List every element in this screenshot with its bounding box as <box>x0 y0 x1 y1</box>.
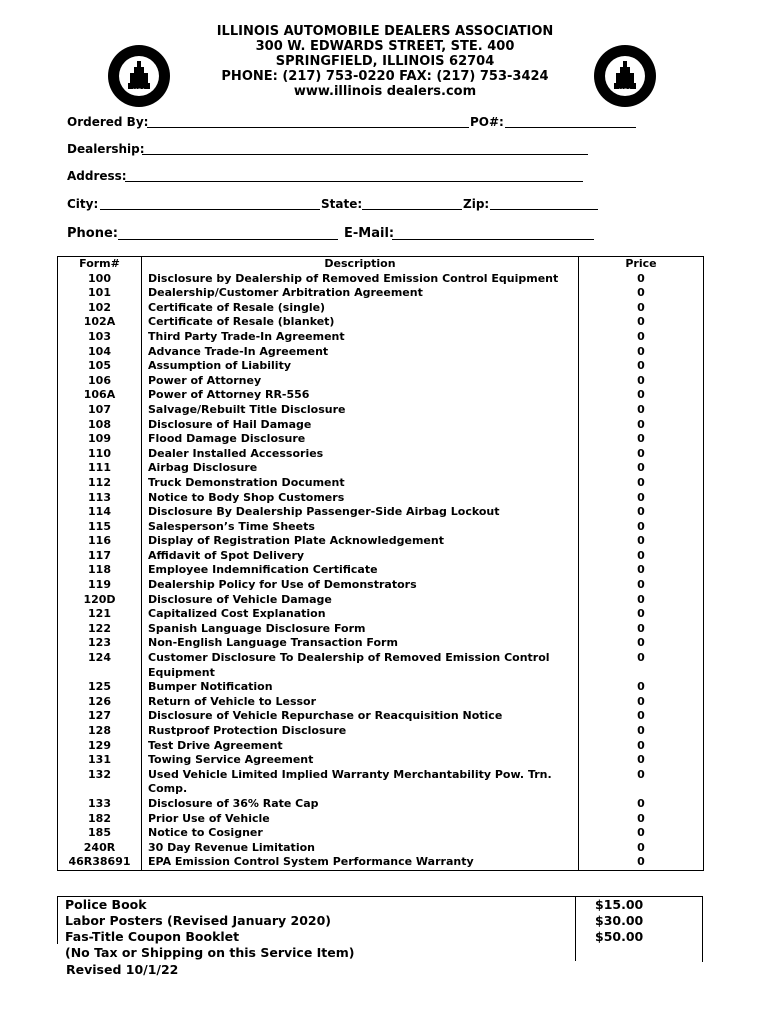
extra-description: Labor Posters (Revised January 2020) <box>65 913 332 928</box>
cell-description: Spanish Language Disclosure Form <box>142 622 579 637</box>
cell-description: Employee Indemnification Certificate <box>142 563 579 578</box>
table-row <box>58 534 704 549</box>
extra-row <box>57 913 703 929</box>
cell-description: Assumption of Liability <box>142 359 579 374</box>
cell-description: Truck Demonstration Document <box>142 476 579 491</box>
table-row <box>58 418 704 433</box>
cell-description: Prior Use of Vehicle <box>142 812 579 827</box>
cell-description: Bumper Notification <box>142 680 579 695</box>
cell-price: 0 <box>579 505 704 520</box>
cell-description: Capitalized Cost Explanation <box>142 607 579 622</box>
cell-description: Flood Damage Disclosure <box>142 432 579 447</box>
extra-price <box>575 945 703 961</box>
cell-form: 117 <box>58 549 142 564</box>
org-city: SPRINGFIELD, ILLINOIS 62704 <box>275 54 495 69</box>
cell-description: Return of Vehicle to Lessor <box>142 695 579 710</box>
cell-price: 0 <box>579 315 704 330</box>
table-row <box>58 768 704 797</box>
extra-price: $30.00 <box>595 913 644 928</box>
table-row <box>58 520 704 535</box>
cell-form: 182 <box>58 812 142 827</box>
cell-description: EPA Emission Control System Performance Warranty <box>142 855 579 870</box>
table-row <box>58 286 704 301</box>
cell-form: 104 <box>58 345 142 360</box>
cell-price: 0 <box>579 812 704 827</box>
revised-date: Revised 10/1/22 <box>66 962 179 977</box>
cell-price: 0 <box>579 286 704 301</box>
table-row <box>58 797 704 812</box>
table-row <box>58 739 704 754</box>
table-row <box>58 447 704 462</box>
cell-price: 0 <box>579 607 704 622</box>
cell-price: 0 <box>579 549 704 564</box>
cell-form: 111 <box>58 461 142 476</box>
cell-description: Notice to Cosigner <box>142 826 579 841</box>
table-row <box>58 432 704 447</box>
cell-description: Third Party Trade-In Agreement <box>142 330 579 345</box>
extras-table <box>57 897 703 961</box>
email-field[interactable] <box>392 239 594 240</box>
cell-description: Towing Service Agreement <box>142 753 579 768</box>
cell-description: Display of Registration Plate Acknowledgement <box>142 534 579 549</box>
city-label: City: <box>67 197 99 211</box>
po-label: PO#: <box>470 115 504 129</box>
table-row <box>58 651 704 680</box>
table-row <box>58 476 704 491</box>
cell-description: Certificate of Resale (single) <box>142 301 579 316</box>
cell-description: 30 Day Revenue Limitation <box>142 841 579 856</box>
cell-description: Test Drive Agreement <box>142 739 579 754</box>
cell-description: Disclosure of 36% Rate Cap <box>142 797 579 812</box>
table-row <box>58 345 704 360</box>
state-label: State: <box>321 197 363 211</box>
cell-price: 0 <box>579 841 704 856</box>
cell-description: Advance Trade-In Agreement <box>142 345 579 360</box>
table-row <box>58 461 704 476</box>
table-header-row <box>58 257 704 272</box>
cell-form: 106 <box>58 374 142 389</box>
cell-price: 0 <box>579 578 704 593</box>
svg-text:IADA: IADA <box>618 89 632 94</box>
cell-form: 131 <box>58 753 142 768</box>
table-row <box>58 272 704 287</box>
cell-description: Disclosure of Vehicle Repurchase or Reacquisition Notice <box>142 709 579 724</box>
cell-description: Non-English Language Transaction Form <box>142 636 579 651</box>
cell-form: 106A <box>58 388 142 403</box>
cell-form: 102 <box>58 301 142 316</box>
table-row <box>58 359 704 374</box>
cell-form: 132 <box>58 768 142 797</box>
cell-price: 0 <box>579 491 704 506</box>
address-field[interactable] <box>125 181 583 182</box>
table-row <box>58 593 704 608</box>
po-field[interactable] <box>505 127 636 128</box>
table-row <box>58 636 704 651</box>
table-row <box>58 724 704 739</box>
cell-description: Dealership/Customer Arbitration Agreement <box>142 286 579 301</box>
cell-form: 112 <box>58 476 142 491</box>
cell-price: 0 <box>579 403 704 418</box>
email-label: E-Mail: <box>344 226 395 241</box>
cell-form: 119 <box>58 578 142 593</box>
cell-price: 0 <box>579 724 704 739</box>
table-row <box>58 855 704 870</box>
cell-price: 0 <box>579 855 704 870</box>
cell-description: Used Vehicle Limited Implied Warranty Merchantability Pow. Trn. Comp. <box>142 768 579 797</box>
table-row <box>58 680 704 695</box>
ordered-by-label: Ordered By: <box>67 115 149 129</box>
phone-label: Phone: <box>67 226 118 241</box>
city-field[interactable] <box>100 209 320 210</box>
table-row <box>58 374 704 389</box>
cell-price: 0 <box>579 301 704 316</box>
table-row <box>58 826 704 841</box>
zip-label: Zip: <box>463 197 490 211</box>
table-row <box>58 491 704 506</box>
org-website: www.illinois dealers.com <box>293 84 477 99</box>
extra-row <box>57 945 703 961</box>
forms-table <box>57 256 704 871</box>
cell-price: 0 <box>579 563 704 578</box>
cell-price: 0 <box>579 432 704 447</box>
cell-form: 108 <box>58 418 142 433</box>
cell-form: 125 <box>58 680 142 695</box>
phone-field[interactable] <box>118 239 338 240</box>
table-row <box>58 753 704 768</box>
cell-price: 0 <box>579 593 704 608</box>
table-row <box>58 549 704 564</box>
table-row <box>58 578 704 593</box>
extra-row <box>57 897 703 913</box>
cell-form: 129 <box>58 739 142 754</box>
table-row <box>58 812 704 827</box>
dealership-label: Dealership: <box>67 142 145 156</box>
table-row <box>58 695 704 710</box>
header-description: Description <box>142 257 579 272</box>
cell-description: Disclosure By Dealership Passenger-Side Airbag Lockout <box>142 505 579 520</box>
cell-form: 127 <box>58 709 142 724</box>
table-row <box>58 403 704 418</box>
cell-form: 133 <box>58 797 142 812</box>
cell-description: Airbag Disclosure <box>142 461 579 476</box>
cell-description: Power of Attorney RR-556 <box>142 388 579 403</box>
cell-description: Dealer Installed Accessories <box>142 447 579 462</box>
extra-description: (No Tax or Shipping on this Service Item) <box>65 945 355 960</box>
cell-form: 113 <box>58 491 142 506</box>
cell-price: 0 <box>579 418 704 433</box>
cell-description: Affidavit of Spot Delivery <box>142 549 579 564</box>
table-row <box>58 315 704 330</box>
cell-form: 124 <box>58 651 142 680</box>
cell-price: 0 <box>579 651 704 680</box>
cell-price: 0 <box>579 622 704 637</box>
cell-form: 128 <box>58 724 142 739</box>
cell-form: 185 <box>58 826 142 841</box>
cell-price: 0 <box>579 753 704 768</box>
cell-price: 0 <box>579 739 704 754</box>
table-row <box>58 301 704 316</box>
table-row <box>58 330 704 345</box>
cell-description: Salesperson’s Time Sheets <box>142 520 579 535</box>
cell-description: Disclosure of Hail Damage <box>142 418 579 433</box>
cell-price: 0 <box>579 272 704 287</box>
cell-description: Notice to Body Shop Customers <box>142 491 579 506</box>
cell-price: 0 <box>579 797 704 812</box>
cell-description: Certificate of Resale (blanket) <box>142 315 579 330</box>
cell-description: Disclosure of Vehicle Damage <box>142 593 579 608</box>
cell-description: Dealership Policy for Use of Demonstrators <box>142 578 579 593</box>
cell-form: 118 <box>58 563 142 578</box>
cell-price: 0 <box>579 680 704 695</box>
table-row <box>58 841 704 856</box>
cell-form: 110 <box>58 447 142 462</box>
cell-form: 101 <box>58 286 142 301</box>
cell-price: 0 <box>579 826 704 841</box>
cell-price: 0 <box>579 359 704 374</box>
cell-price: 0 <box>579 388 704 403</box>
extra-price: $50.00 <box>595 929 644 944</box>
cell-price: 0 <box>579 636 704 651</box>
cell-price: 0 <box>579 768 704 797</box>
cell-form: 240R <box>58 841 142 856</box>
cell-description: Disclosure by Dealership of Removed Emission Control Equipment <box>142 272 579 287</box>
cell-price: 0 <box>579 695 704 710</box>
table-row <box>58 607 704 622</box>
cell-price: 0 <box>579 461 704 476</box>
header-price: Price <box>579 257 704 272</box>
cell-price: 0 <box>579 520 704 535</box>
cell-form: 102A <box>58 315 142 330</box>
cell-price: 0 <box>579 447 704 462</box>
table-row <box>58 622 704 637</box>
table-row <box>58 563 704 578</box>
cell-form: 115 <box>58 520 142 535</box>
cell-description: Rustproof Protection Disclosure <box>142 724 579 739</box>
cell-price: 0 <box>579 374 704 389</box>
cell-description: Power of Attorney <box>142 374 579 389</box>
cell-form: 123 <box>58 636 142 651</box>
dealership-field[interactable] <box>142 154 588 155</box>
cell-price: 0 <box>579 709 704 724</box>
cell-form: 116 <box>58 534 142 549</box>
extra-row <box>57 929 703 945</box>
org-street: 300 W. EDWARDS STREET, STE. 400 <box>255 39 515 54</box>
table-row <box>58 388 704 403</box>
cell-form: 114 <box>58 505 142 520</box>
cell-form: 126 <box>58 695 142 710</box>
extra-description: Fas-Title Coupon Booklet <box>65 929 240 944</box>
cell-form: 122 <box>58 622 142 637</box>
extra-price: $15.00 <box>595 897 644 912</box>
org-phone-fax: PHONE: (217) 753-0220 FAX: (217) 753-3424 <box>221 69 549 84</box>
ordered-by-field[interactable] <box>147 127 469 128</box>
cell-form: 121 <box>58 607 142 622</box>
cell-form: 46R38691 <box>58 855 142 870</box>
cell-price: 0 <box>579 476 704 491</box>
cell-form: 107 <box>58 403 142 418</box>
cell-price: 0 <box>579 330 704 345</box>
svg-text:IADA: IADA <box>132 89 146 94</box>
table-row <box>58 505 704 520</box>
org-name: ILLINOIS AUTOMOBILE DEALERS ASSOCIATION <box>216 24 554 39</box>
cell-description: Salvage/Rebuilt Title Disclosure <box>142 403 579 418</box>
cell-form: 103 <box>58 330 142 345</box>
cell-form: 105 <box>58 359 142 374</box>
address-label: Address: <box>67 169 127 183</box>
cell-form: 109 <box>58 432 142 447</box>
table-row <box>58 709 704 724</box>
state-field[interactable] <box>362 209 462 210</box>
cell-description: Customer Disclosure To Dealership of Removed Emission Control Equipment <box>142 651 579 680</box>
cell-form: 120D <box>58 593 142 608</box>
cell-price: 0 <box>579 345 704 360</box>
extra-description: Police Book <box>65 897 147 912</box>
cell-form: 100 <box>58 272 142 287</box>
cell-price: 0 <box>579 534 704 549</box>
header-form: Form# <box>58 257 142 272</box>
zip-field[interactable] <box>490 209 598 210</box>
